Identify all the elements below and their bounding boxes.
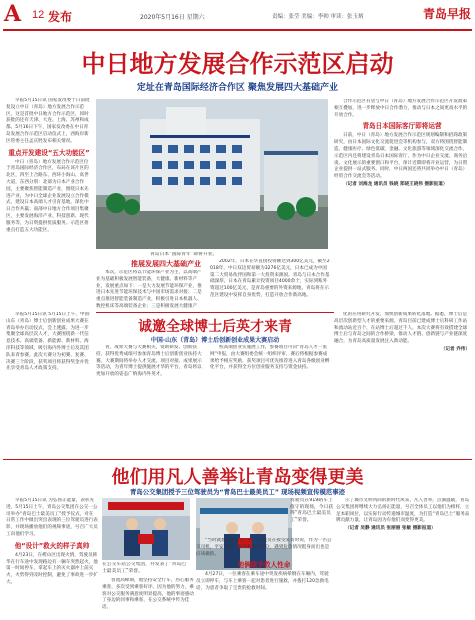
story3-column-1	[6, 498, 98, 618]
story1-column-4	[334, 99, 470, 310]
header-rule	[3, 29, 472, 31]
story1-subheading: 重点开发建设“五大功能区”	[8, 148, 90, 157]
story2-subtitle: 中国·山东（青岛）博士后创新创业成果大赛启动	[150, 337, 280, 344]
story1-column-3	[210, 259, 330, 309]
story3-column-2	[102, 578, 194, 618]
story3-subhead: 青岛公交集团授予三位驾驶员为“青岛巴士最美员工” 现场视频宣传模范事迹	[129, 488, 346, 496]
story1-para: 2002年，日本在华直接投资额达到300亿美元，截至2018年，中日双边贸易额为3276亿美元，日本已成为中国第二大贸易伙伴国和第一大投资来源国。青岛与日本合作基础深厚，日本在青岛累计投资项目4000余个，实际到账外资超过100亿美元，是青岛重要的外资来源地，青岛将在示范区建设中发挥自身优势，打造开放合作新高地。	[210, 259, 330, 298]
building-photo-art	[96, 99, 328, 249]
story2-byline: （记者 乔伟）	[440, 346, 470, 352]
award-photo	[102, 498, 190, 560]
story2-para: 化的应用研究开发，加快创新成果转化落地。据悉，博士后是高层次创新型人才的重要来源，青岛目前已建成博士后科研工作站和流动站近百个，在站博士后超过千人，本次大赛将有效搭建全球博士后与青岛之间的合作桥梁，推动人才链、创新链与产业链深度融合，为青岛高质量发展注入新动能。	[334, 312, 468, 345]
story1-column-2	[96, 270, 206, 310]
editor-credits: 责编：张莹 美编：李帅 审读：张玉炳	[272, 14, 364, 20]
story2-column-2	[96, 345, 206, 455]
newspaper-logo-icon: A	[4, 1, 22, 27]
bus-photo-caption: 驾驶员在919路车上值守的现场，今日获得“青岛巴士最美员工”荣誉。	[290, 498, 334, 523]
issue-date: 2020年5月16日 星期六	[140, 14, 205, 21]
story1-photo-caption: 青岛日本“国际青年”即将开业。	[150, 252, 218, 257]
story2-title: 诚邀全球博士后英才来青	[138, 319, 292, 335]
masthead-logo: 青岛早报	[422, 7, 471, 21]
story2-column-1	[6, 312, 92, 452]
story3-headline: 他们用凡人善举让青岛变得更美	[111, 467, 364, 488]
story1-article-title: 推展发展四大基础产业	[131, 260, 201, 268]
story2-para: 早报5月15日讯 5月15日上午，中国·山东（青岛）博士后创新创业成果大赛在青岛举办启动仪式，会上透露，为进一步集聚全球高层次人才，大赛围绕新一代信息技术、高端装备、新能源、新材料、海洋科技等领域，吸引海内外博士后及其团队来青参赛。此次大赛分为初赛、复赛、决赛三个阶段，获奖项目将获得奖金并优先享受青岛人才政策支持。	[6, 312, 91, 372]
story3-byline: （记者 吴静 通讯员 张丽丽 张敏 摄影报道）	[345, 526, 436, 532]
story1-para: 中日（青岛）地方发展合作示范区位于青岛国际经济合作区，布局在该片区的北区，四至上合路东、西环小海山、高世大道，东西分别：北部为日本产业合作园，主要聚焦智能制造产业，围绕日本先进产业，为中日全球企业发展设立合作模式，建设日本高端人才引育基地，深化中日合作共赢；南部中日地方合作项目集聚区，主要发展海洋产业、科技创新、现代服务等，为日资提供优质服务。示范区将重点打造五大功能区。	[6, 159, 89, 233]
story3-para: 客流高峰期，他坚持安全行车，热心服务乘客，多次受到乘客好评。因为他的努力，乘客对公交服务满意度明显提高，他的事迹感动了身边的同事和乘客，在公交系统中传为佳话。	[102, 578, 194, 611]
story2-para: 青，成果大赛与大赛相关，资助研发、创新扶持，获得优秀成绩可参加青岛博士后创新创业扶持大赛。大赛期间将举办人才交流、项目对接、成果展示等活动，为青年博士提供施展才华的平台，青岛将以更加开放的姿态广纳海内外英才。	[96, 345, 202, 378]
story1-para: 合作示范区有望与中日（青岛）地方发展合作示范区开发政策相互叠加，进一步释放中日合作潜力，推动与日本之间更高水平的开放合作。	[334, 99, 468, 118]
story3-subheading: 他“设计”救火的样子真帅	[14, 541, 90, 550]
story3-top-rule	[3, 459, 472, 460]
story1-byline: （记者 刘海龙 通讯员 钱晓 郑晓王晓伟 摄影报道）	[343, 181, 448, 187]
story3-subheading: 他俩联手救人性命	[237, 561, 291, 570]
story2-top-rule	[96, 312, 334, 313]
story1-para: 日前，中日（青岛）地方发展合作示范区规划编制和招商政策研究，由日本国际文化交流促进会等机构参与，双方将围绕智能制造、健康医疗、绿色低碳、金融、文化旅游等领域深化交流合作。示范区内还将建设青岛日本国际客厅，作为中日企业交流、商务洽谈、文化展示的重要窗口和平台，预计近期即将开业运营，为日资企业提供一站式服务。同时，中日两国还将共同举办中日（青岛）经贸合作交流会等活动。	[334, 133, 468, 180]
page-number: 12	[32, 9, 45, 21]
story2-column-3	[210, 345, 330, 455]
story1-para: 早报5月15日讯 国家发改委于日前批复设立中日（青岛）地方发展合作示范区，这是首批中日地方合作示范区，同时获批的还有天津、大连、上海、苏州和成都。5月16日下午，国家发改委在中日青岛发展合作示范区启动仪式上，西海岸新区管委主任孟庆胜发布相关情况。	[6, 98, 90, 144]
section-name: 发布	[48, 10, 73, 24]
story3-column-4	[336, 498, 470, 618]
story1-para: 本次，示范区将以节能环保产业为主，以高端产业为基础积极发展智能装备，大健康、新材料等产业，发展重点如下：一是大力发展节能环保产业，推进日本先进节能环保技术与中国市场需求对接；二是重点推进智能装备制造产业，积极引进日本机器人、数控机床等高端装备企业；三是积极发展大健康产	[96, 270, 202, 309]
award-photo-art	[102, 498, 190, 560]
story1-column-1	[6, 98, 92, 308]
story2-para: 校高端创业实施展工作，参赛项目可向“青岛人才一张网”申报，由大赛组委会统一组织评审，赛后将根据参赛成果给予相应奖励，获奖项目可优先推荐进入青岛各级创业孵化平台，并获得全方位创业服务支持与资金扶持。	[210, 345, 330, 371]
page-header	[0, 0, 475, 30]
award-photo-caption: 在公交车站公交集团，并发表了“青岛巴士最美员工”荣誉。	[102, 562, 187, 574]
story1-headline: 中日地方发展合作示范区启动	[81, 50, 394, 78]
building-photo	[96, 99, 328, 249]
story3-para: “当时就想着要帮人一把。”驾驶员在接受采访时说，作为一名公交司机，平安驾驶、服务乘客是本分，遇到危急情况挺身而出也是应该做的。	[196, 538, 332, 557]
story3-para: 示了城市文明风尚的新时代风采，凡人善举，点滴温暖，青岛公交集团将继续大力弘扬正能量，号召全体员工以他们为榜样，立足本职岗位，以实际行动传递城市温度，为打造“青岛巴士”服务品牌贡献力量，让青岛因为有他们而变得更美。	[336, 498, 470, 524]
story3-para: 早报5月15日讯 为弘扬正能量，表彰先进，5月15日上午，青岛公交集团在公交一公司举办“青岛巴士最美员工”授予仪式，对在日常工作中做出突出表现的三位驾驶员进行表彰，并现场播放他们的视频事迹，号召广大员工向他们学习。	[6, 498, 98, 537]
story1-subhead: 定址在青岛国际经济合作区 聚焦发展四大基础产业	[136, 83, 339, 93]
story3-column-3	[196, 538, 332, 618]
story2-column-4	[334, 312, 470, 455]
story3-para: 4月27日，一位乘客在乘车途中突发疾病晕倒在车厢内，驾驶员立即停车，与车上乘客一起对患者进行施救，并拨打120急救电话，为患者争取了宝贵的抢救时间。	[196, 572, 329, 591]
story1-subheading: 青岛日本国际客厅即将运营	[362, 122, 442, 131]
story3-para: 4月23日，在崂山区出现火情，驾驶员韩华在行车途中发现路边有一辆车突然起火，他第一时间停车，拿起车上的灭火器冲上前灭火，火势得到及时控制，避免了事故进一步扩大。	[6, 552, 98, 585]
